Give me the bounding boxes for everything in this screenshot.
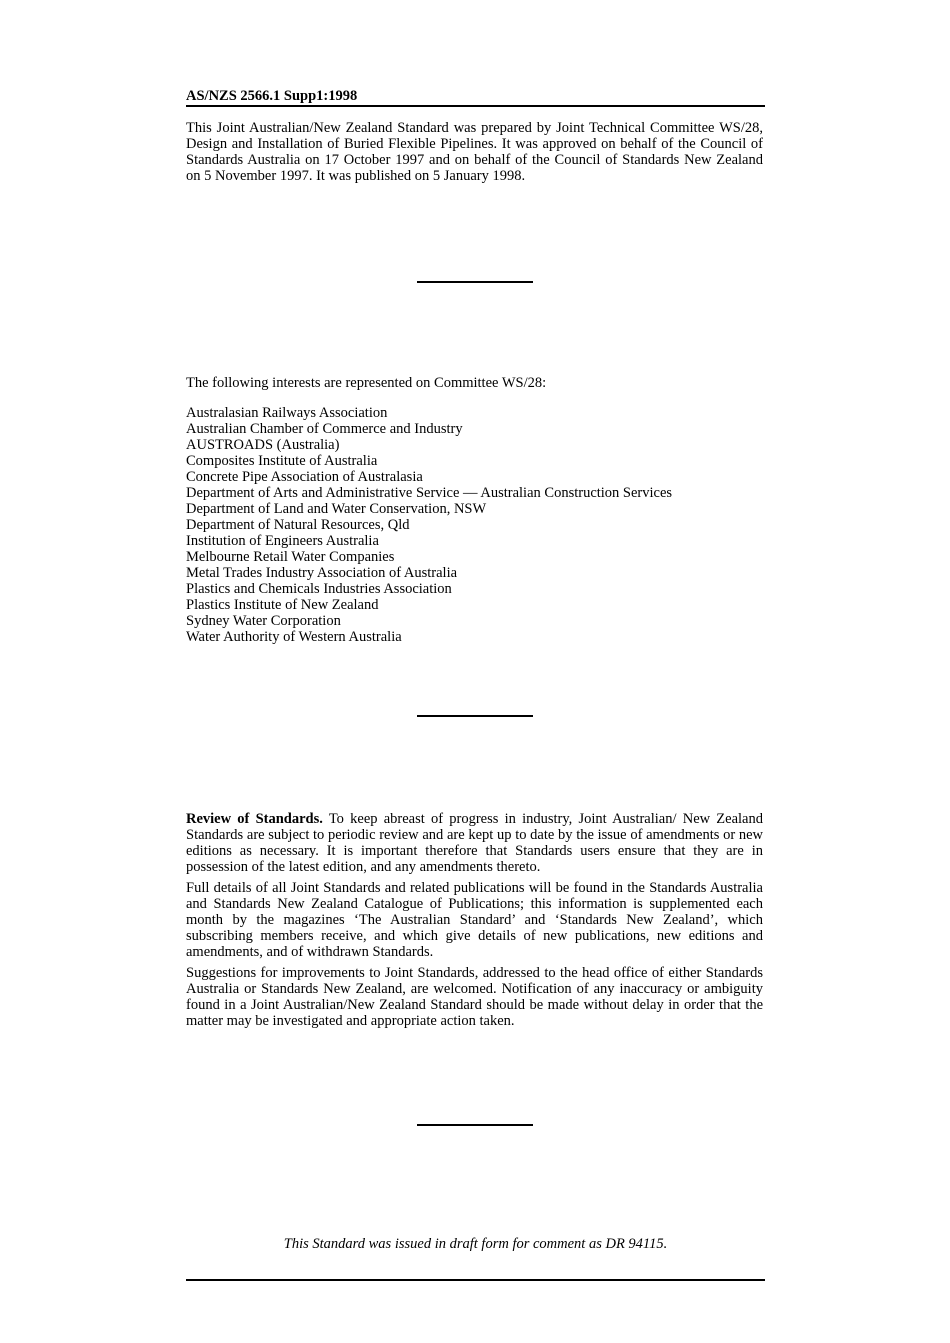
document-header-title: AS/NZS 2566.1 Supp1:1998: [186, 88, 358, 104]
draft-note: This Standard was issued in draft form for comment as DR 94115.: [283, 1236, 668, 1252]
list-item: Institution of Engineers Australia: [186, 533, 379, 549]
list-item: Concrete Pipe Association of Australasia: [186, 469, 423, 485]
list-item: Department of Land and Water Conservation, NSW: [186, 501, 487, 517]
review-paragraph-3: Suggestions for improvements to Joint Standards, addressed to the head office of either Standards Australia or Standards New Zealand, are welcomed. Notification of any inaccuracy or ambiguity found in a Joint Australian/New Zealand Standard should be made without delay in order that the matter may be investigated and appropriate action taken.: [186, 965, 763, 1029]
list-item: Metal Trades Industry Association of Australia: [186, 565, 458, 581]
list-item: Plastics Institute of New Zealand: [186, 597, 379, 613]
review-paragraph-1-text: To keep abreast of progress in industry, Joint Australian/ New Zealand Standards are subject to periodic review and are kept up to date by the issue of amendments or new editions as necessary. It is important therefore that Standards users ensure that they are in possession of the latest edition, and any amendments thereto.: [186, 811, 763, 875]
review-of-standards-section: [186, 811, 763, 1034]
preparation-paragraph: This Joint Australian/New Zealand Standard was prepared by Joint Technical Committee WS/28, Design and Installation of Buried Flexible Pipelines. It was approved on behalf of the Council of Standards Australia on 17 October 1997 and on behalf of the Council of Standards New Zealand on 5 November 1997. It was published on 5 January 1998.: [186, 120, 763, 184]
list-item: AUSTROADS (Australia): [186, 437, 340, 453]
list-item: Water Authority of Western Australia: [186, 629, 402, 645]
list-item: Department of Arts and Administrative Service — Australian Construction Services: [186, 485, 673, 501]
list-item: Sydney Water Corporation: [186, 613, 341, 629]
review-paragraph-1: [186, 811, 763, 875]
footer-rule: [186, 1279, 765, 1281]
interests-intro: The following interests are represented on Committee WS/28:: [186, 375, 547, 391]
review-heading: Review of Standards.: [186, 811, 323, 827]
review-paragraph-2: Full details of all Joint Standards and related publications will be found in the Standards Australia and Standards New Zealand Catalogue of Publications; this information is supplemented each month by the magazines ‘The Australian Standard’ and ‘Standards New Zealand’, which subscribing members receive, and which give details of new publications, new editions and amendments, and of withdrawn Standards.: [186, 880, 763, 960]
list-item: Melbourne Retail Water Companies: [186, 549, 395, 565]
section-separator: [417, 281, 533, 283]
list-item: Department of Natural Resources, Qld: [186, 517, 410, 533]
document-page: [186, 0, 765, 1343]
section-separator: [417, 715, 533, 717]
list-item: Composites Institute of Australia: [186, 453, 378, 469]
interests-list: [186, 405, 672, 645]
list-item: Australasian Railways Association: [186, 405, 388, 421]
list-item: Australian Chamber of Commerce and Industry: [186, 421, 463, 437]
header-rule: [186, 105, 765, 107]
list-item: Plastics and Chemicals Industries Association: [186, 581, 452, 597]
section-separator: [417, 1124, 533, 1126]
